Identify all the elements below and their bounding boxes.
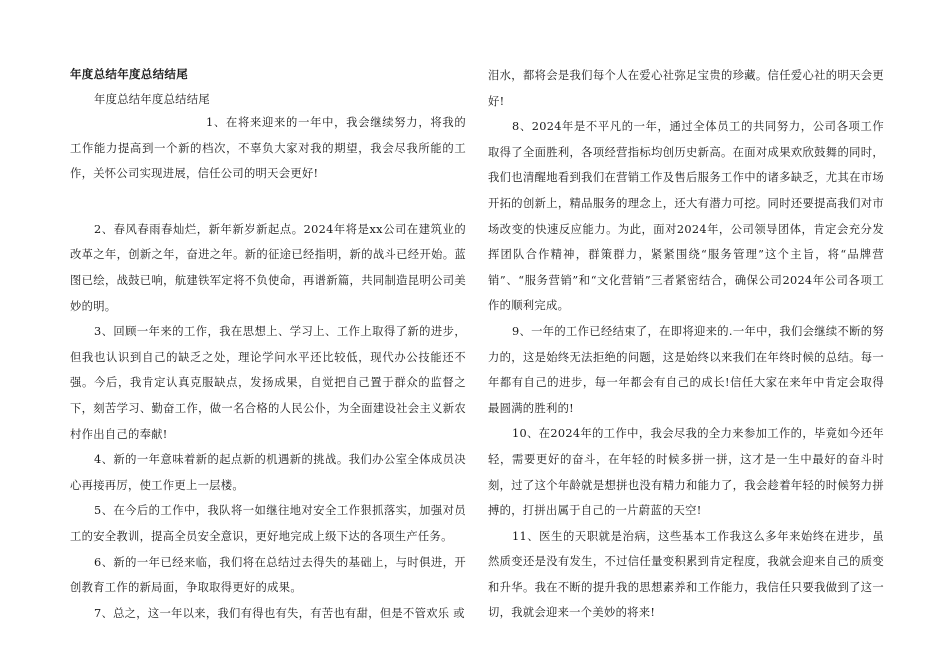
paragraph-10: 10、在2024年的工作中，我会尽我的全力来参加工作的，毕竟如今还年轻，需要更好的奋斗，在年轻的时候多拼一拼，这才是一生中最好的奋斗时刻，过了这个年龄就是想拼也没有精力和能力了，我会趁着年轻的时候努力拼搏的，打拼出属于自己的一片蔚蓝的天空!	[488, 427, 884, 518]
paragraph-9: 9、一年的工作已经结束了，在即将迎来的.一年中，我们会继续不断的努力的，这是始终无法拒绝的问题，这是始终以来我们在年终时候的总结。每一年都有自己的进步，每一年都会有自己的成长!信任大家在来年中肯定会取得最圆满的胜利的!	[488, 324, 884, 415]
paragraph-6: 6、新的一年已经来临，我们将在总结过去得失的基础上，与时俱进，开创教育工作的新局面，争取取得更好的成果。	[70, 555, 466, 595]
paragraph-1: 1、在将来迎来的一年中，我会继续努力，将我的工作能力提高到一个新的档次，不辜负大家对我的期望，我会尽我所能的工作，关怀公司实现进展，信任公司的明天会更好!	[70, 116, 466, 181]
document-subtitle: 年度总结年度总结结尾	[94, 93, 210, 106]
paragraph-5: 5、在今后的工作中，我队将一如继往地对安全工作狠抓落实，加强对员工的安全教训，提高全员安全意识，更好地完成上级下达的各项生产任务。	[70, 504, 466, 543]
document-title: 年度总结年度总结结尾	[70, 67, 188, 81]
left-column	[70, 64, 466, 626]
paragraph-gap	[70, 187, 466, 217]
paragraph-3: 3、回顾一年来的工作，我在思想上、学习上、工作上取得了新的进步，但我也认识到自己的缺乏之处，理论学问水平还比较低，现代办公技能还不强。今后，我肯定认真克服缺点，发扬成果，自觉把自己置于群众的监督之下，刻苦学习、勤奋工作，做一名合格的人民公仆，为全面建设社会主义新农村作出自己的奉献!	[70, 325, 466, 441]
paragraph-7-continued: 泪水，都将会是我们每个人在爱心社弥足宝贵的珍藏。信任爱心社的明天会更好!	[488, 69, 884, 108]
paragraph-8: 8、2024年是不平凡的一年，通过全体员工的共同努力，公司各项工作取得了全面胜利，各项经营指标均创历史新高。在面对成果欢欣鼓舞的同时，我们也清醒地看到我们在营销工作及售后服务工作中的诸多缺乏，尤其在市场开拓的创新上，精品服务的理念上，还大有潜力可挖。同时还要提高我们对市场改变的快速反应能力。为此，面对2024年，公司领导团体，肯定会充分发挥团队合作精神，群策群力，紧紧围绕“服务管理”这个主旨，将“品牌营销”、“服务营销”和“文化营销”三者紧密结合，确保公司2024年公司各项工作的顺利完成。	[488, 120, 884, 313]
paragraph-11: 11、医生的天职就是治病，这些基本工作我这么多年来始终在进步，虽然质变还是没有发生，不过信任量变积累到肯定程度，我就会迎来自己的质变和升华。我在不断的提升我的思想素养和工作能力，我信任只要我做到了这一切，我就会迎来一个美妙的将来!	[488, 529, 884, 620]
paragraph-4: 4、新的一年意味着新的起点新的机遇新的挑战。我们办公室全体成员决心再接再厉，使工作更上一层楼。	[70, 453, 466, 492]
paragraph-7: 7、总之，这一年以来，我们有得也有失，有苦也有甜，但是不管欢乐 或	[94, 606, 465, 620]
paragraph-2: 2、春风春雨春灿烂，新年新岁新起点。2024年将是xx公司在建筑业的改革之年，创新之年，奋进之年。新的征途已经指明，新的战斗已经开始。蓝图已绘，战鼓已响，航建铁军定将不负使命，再谱新篇，共同制造昆明公司美妙的明。	[70, 222, 466, 313]
right-column	[488, 63, 884, 626]
